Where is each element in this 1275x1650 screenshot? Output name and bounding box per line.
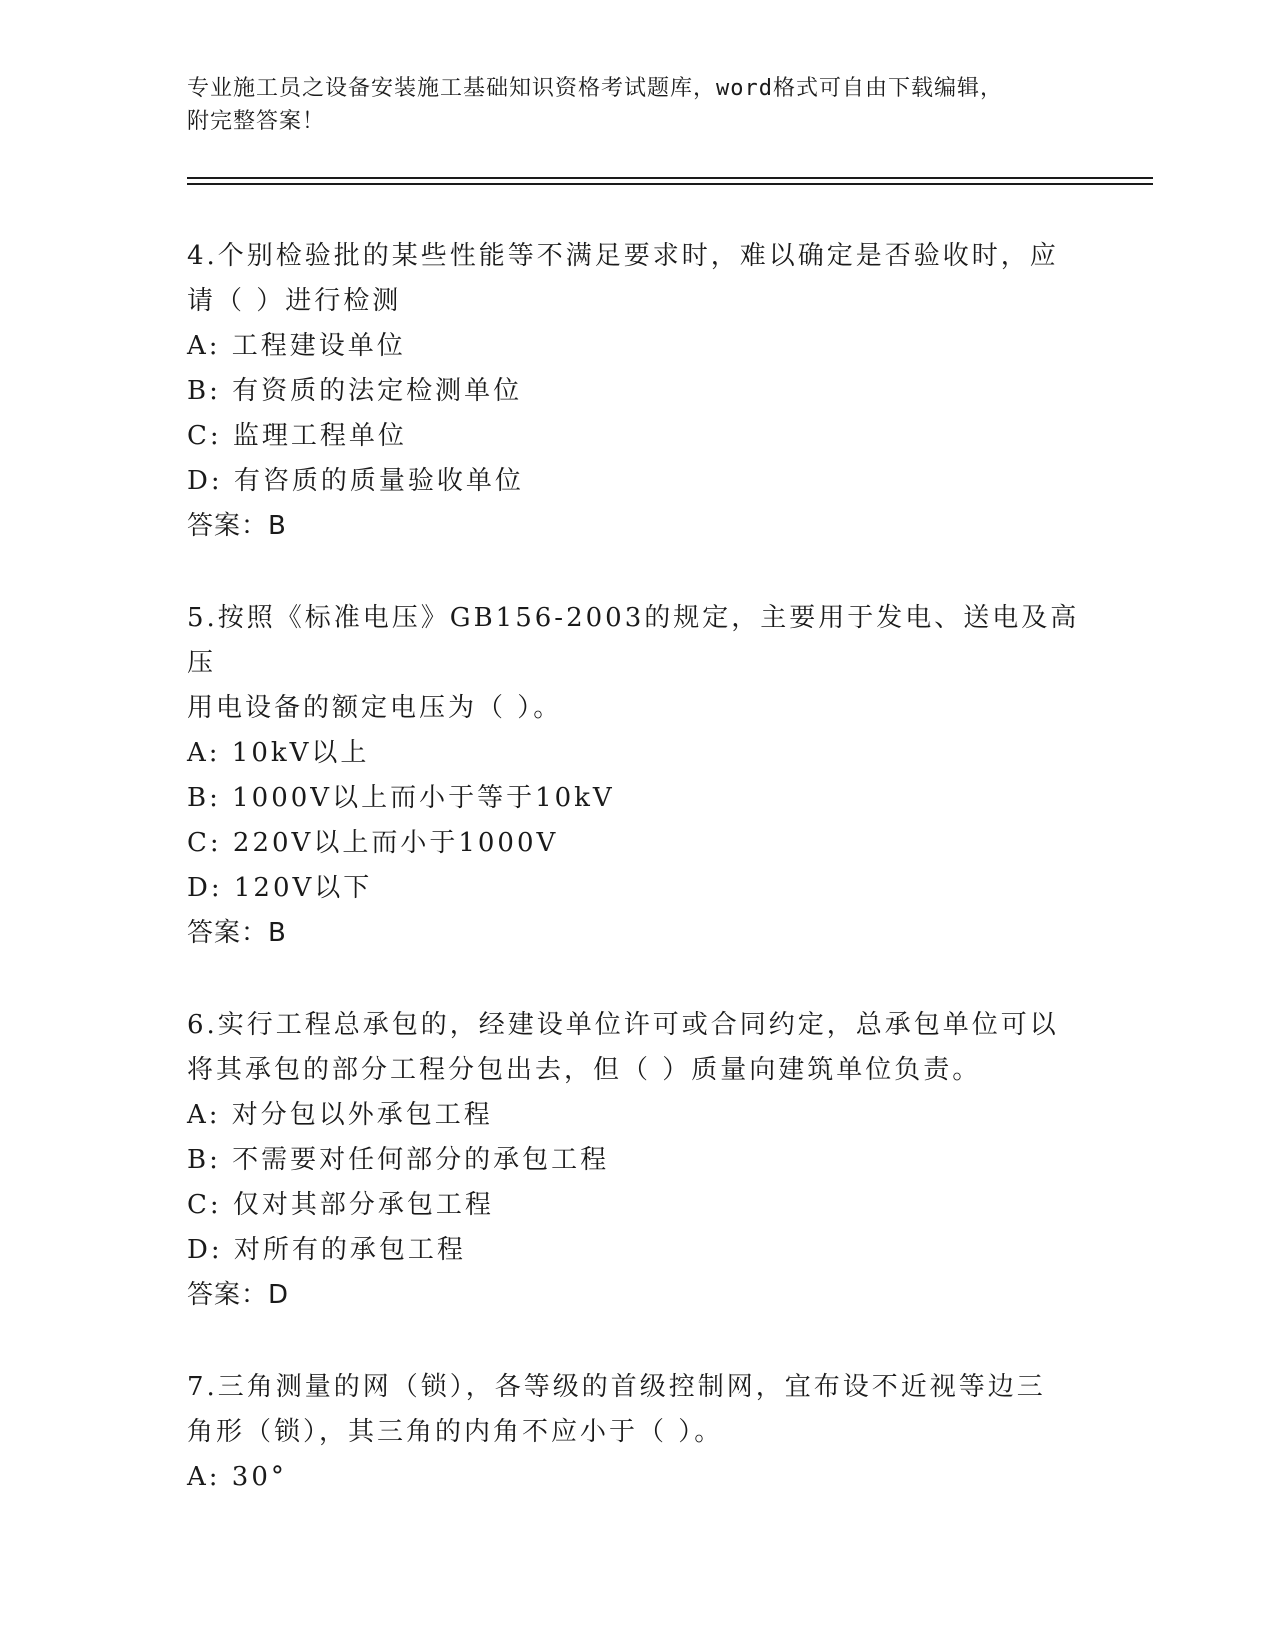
option-b: B: 1000V以上而小于等于10kV	[187, 783, 615, 813]
option-a: A: 30°	[187, 1462, 287, 1492]
question-stem: 用电设备的额定电压为（ ）。	[187, 693, 563, 723]
question-4	[187, 234, 1087, 549]
answer: 答案：B	[187, 511, 287, 541]
document-header	[187, 72, 1067, 138]
question-stem: 4.个别检验批的某些性能等不满足要求时，难以确定是否验收时，应	[187, 241, 1059, 271]
answer: 答案：D	[187, 1280, 290, 1310]
option-b: B: 有资质的法定检测单位	[187, 376, 523, 406]
question-5	[187, 596, 1087, 956]
option-c: C: 监理工程单位	[187, 421, 407, 451]
header-divider-top	[187, 177, 1153, 179]
header-divider-bottom	[187, 183, 1153, 185]
header-line-2: 附完整答案！	[187, 109, 326, 134]
option-a: A: 对分包以外承包工程	[187, 1100, 493, 1130]
question-stem: 5.按照《标准电压》GB156-2003的规定，主要用于发电、送电及高压	[187, 603, 1080, 678]
option-b: B: 不需要对任何部分的承包工程	[187, 1145, 610, 1175]
option-c: C: 仅对其部分承包工程	[187, 1190, 494, 1220]
question-6	[187, 1003, 1087, 1318]
question-stem: 将其承包的部分工程分包出去，但（ ）质量向建筑单位负责。	[187, 1055, 982, 1085]
question-list	[187, 234, 1087, 1547]
question-stem: 请（ ）进行检测	[187, 286, 402, 316]
option-a: A: 工程建设单位	[187, 331, 406, 361]
question-stem: 7.三角测量的网（锁），各等级的首级控制网，宜布设不近视等边三	[187, 1372, 1046, 1402]
option-d: D: 对所有的承包工程	[187, 1235, 466, 1265]
option-d: D: 120V以下	[187, 873, 373, 903]
answer: 答案：B	[187, 918, 287, 948]
header-line-1: 专业施工员之设备安装施工基础知识资格考试题库，word格式可自由下载编辑，	[187, 76, 1003, 101]
question-stem: 6.实行工程总承包的，经建设单位许可或合同约定，总承包单位可以	[187, 1010, 1059, 1040]
option-d: D: 有咨质的质量验收单位	[187, 466, 524, 496]
option-a: A: 10kV以上	[187, 738, 370, 768]
question-stem: 角形（锁），其三角的内角不应小于（ ）。	[187, 1417, 724, 1447]
option-c: C: 220V以上而小于1000V	[187, 828, 559, 858]
question-7	[187, 1365, 1087, 1500]
